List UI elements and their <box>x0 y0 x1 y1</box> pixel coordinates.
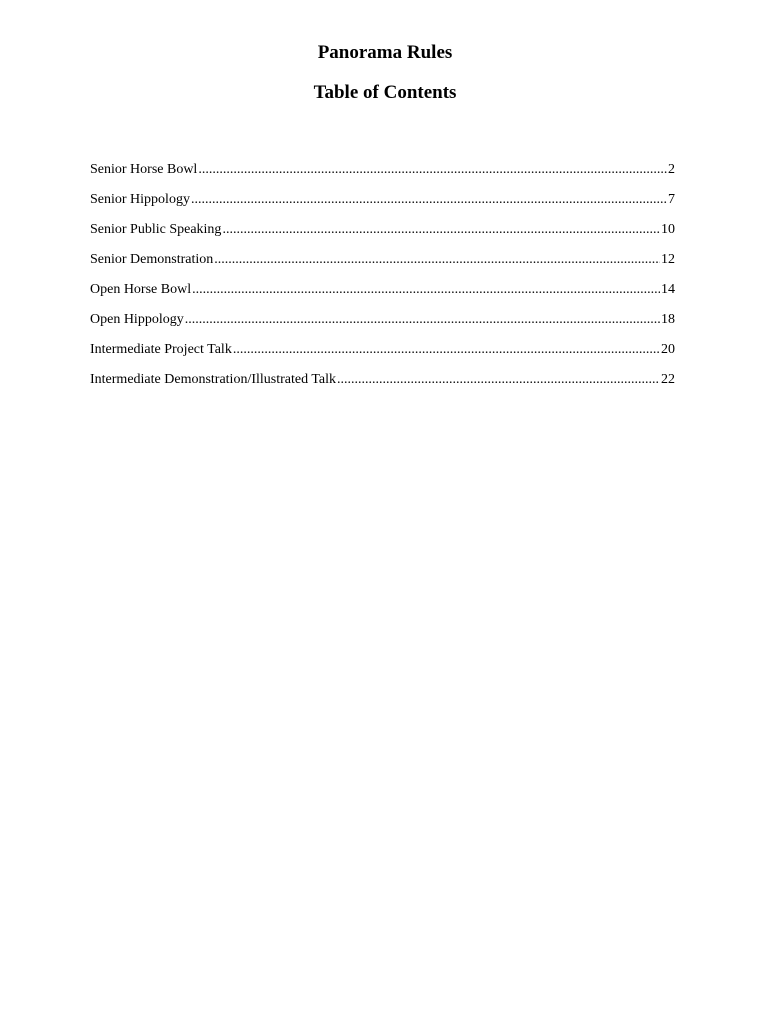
toc-entry-page-number: 12 <box>661 252 675 267</box>
toc-dot-leader <box>214 250 660 270</box>
toc-entry-open-hippology[interactable] <box>90 310 675 340</box>
toc-entry-senior-public-speaking[interactable] <box>90 220 675 250</box>
toc-entry-label: Senior Demonstration <box>90 252 214 267</box>
toc-dot-leader <box>185 310 660 330</box>
toc-entry-senior-horse-bowl[interactable] <box>90 160 675 190</box>
toc-entry-page-number: 22 <box>661 372 675 387</box>
toc-dot-leader <box>191 190 667 210</box>
toc-entry-page-number: 14 <box>661 282 675 297</box>
toc-entry-label: Open Hippology <box>90 312 184 327</box>
toc-entry-intermediate-project-talk[interactable] <box>90 340 675 370</box>
toc-entry-label: Intermediate Demonstration/Illustrated Talk <box>90 372 337 387</box>
toc-entry-label: Senior Horse Bowl <box>90 162 198 177</box>
toc-entry-senior-demonstration[interactable] <box>90 250 675 280</box>
toc-entry-page-number: 7 <box>668 192 675 207</box>
toc-entry-label: Senior Hippology <box>90 192 190 207</box>
toc-entry-page-number: 2 <box>668 162 675 177</box>
toc-dot-leader <box>192 280 660 300</box>
toc-dot-leader <box>233 340 660 360</box>
toc-entry-page-number: 18 <box>661 312 675 327</box>
toc-entry-senior-hippology[interactable] <box>90 190 675 220</box>
toc-entry-label: Open Horse Bowl <box>90 282 192 297</box>
toc-dot-leader <box>337 370 660 390</box>
document-title: Panorama Rules <box>317 42 453 63</box>
toc-entry-intermediate-demonstration[interactable] <box>90 370 675 400</box>
toc-dot-leader <box>222 220 660 240</box>
table-of-contents <box>90 160 675 400</box>
toc-heading: Table of Contents <box>313 82 457 103</box>
toc-entry-label: Intermediate Project Talk <box>90 342 232 357</box>
toc-entry-open-horse-bowl[interactable] <box>90 280 675 310</box>
toc-entry-page-number: 10 <box>661 222 675 237</box>
toc-entry-page-number: 20 <box>661 342 675 357</box>
toc-entry-label: Senior Public Speaking <box>90 222 222 237</box>
toc-dot-leader <box>198 160 667 180</box>
